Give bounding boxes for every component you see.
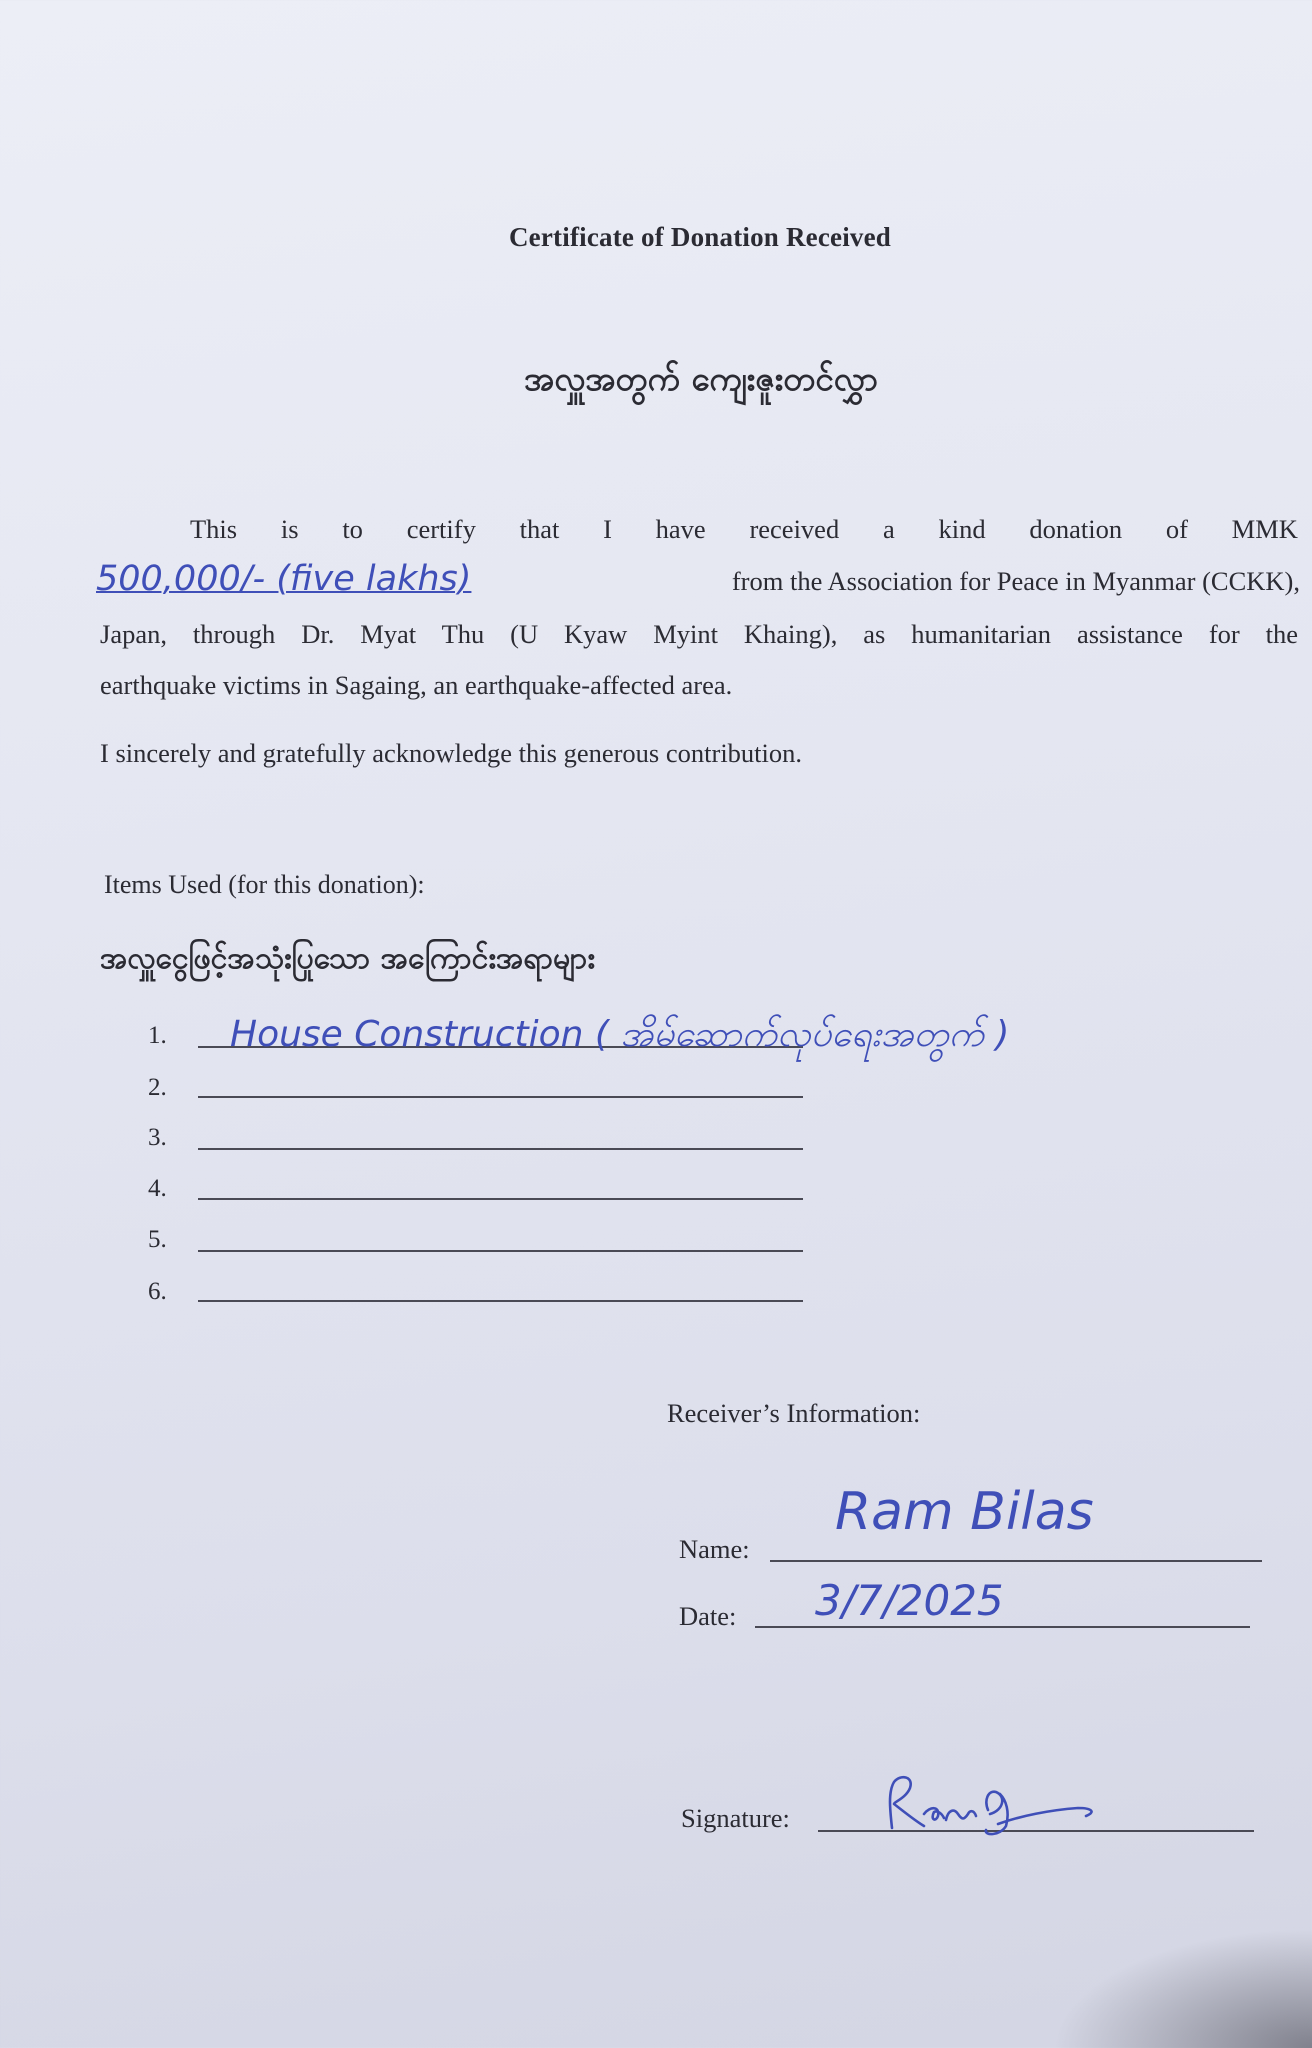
item-number: 2. <box>148 1074 167 1101</box>
acknowledgement-text: I sincerely and gratefully acknowledge this generous contribution. <box>100 738 803 768</box>
name-label: Name: <box>679 1534 750 1564</box>
word: of <box>1165 514 1188 544</box>
certify-line-2 <box>96 559 1300 599</box>
item-1-handwritten: House Construction ( အိမ်ဆောက်လုပ်ရေးအတွက် ) <box>230 1014 1010 1055</box>
word: to <box>342 514 363 544</box>
certificate-title-myanmar: အလှူအတွက် ကျေးဇူးတင်လွှာ <box>523 359 879 398</box>
word: kind <box>938 514 986 544</box>
word: certify <box>406 514 476 544</box>
word: MMK <box>1231 514 1298 544</box>
certify-line-4: earthquake victims in Sagaing, an earthquake-affected area. <box>100 670 733 700</box>
date-handwritten: 3/7/2025 <box>815 1576 1004 1625</box>
word: have <box>655 514 706 544</box>
certify-line-2-text: from the Association for Peace in Myanmar (CCKK), <box>731 566 1300 596</box>
word: that <box>519 514 560 544</box>
receiver-heading: Receiver’s Information: <box>667 1398 921 1428</box>
word: I <box>603 514 612 544</box>
item-line <box>198 1250 803 1252</box>
item-line <box>198 1198 803 1200</box>
item-number: 4. <box>148 1175 167 1202</box>
word: donation <box>1029 514 1123 544</box>
item-number: 5. <box>148 1226 167 1253</box>
items-used-label-myanmar: အလှူငွေဖြင့်အသုံးပြုသော အကြောင်းအရာများ <box>100 941 595 976</box>
word: a <box>882 514 895 544</box>
item-line <box>198 1300 803 1302</box>
word: is <box>280 514 299 544</box>
certify-line-3: Japan, through Dr. Myat Thu (U Kyaw Myint Khaing), as humanitarian assistance for the <box>100 619 1298 649</box>
name-line <box>770 1560 1262 1562</box>
donation-amount-handwritten: 500,000/- (five lakhs) <box>96 559 472 599</box>
item-line <box>198 1096 803 1098</box>
signature-label: Signature: <box>681 1803 790 1833</box>
items-used-label: Items Used (for this donation): <box>104 870 425 899</box>
shadow-corner <box>1052 1928 1312 2048</box>
date-label: Date: <box>679 1601 737 1631</box>
item-number: 6. <box>148 1278 167 1305</box>
word: This <box>190 514 238 544</box>
item-number: 3. <box>148 1124 167 1151</box>
word: received <box>749 514 840 544</box>
certificate-title: Certificate of Donation Received <box>508 222 892 252</box>
date-line <box>755 1626 1250 1628</box>
certify-line-1 <box>100 512 1298 546</box>
name-handwritten: Ram Bilas <box>835 1482 1094 1542</box>
item-line <box>198 1148 803 1150</box>
item-number: 1. <box>148 1022 167 1049</box>
signature-image <box>880 1770 1110 1840</box>
